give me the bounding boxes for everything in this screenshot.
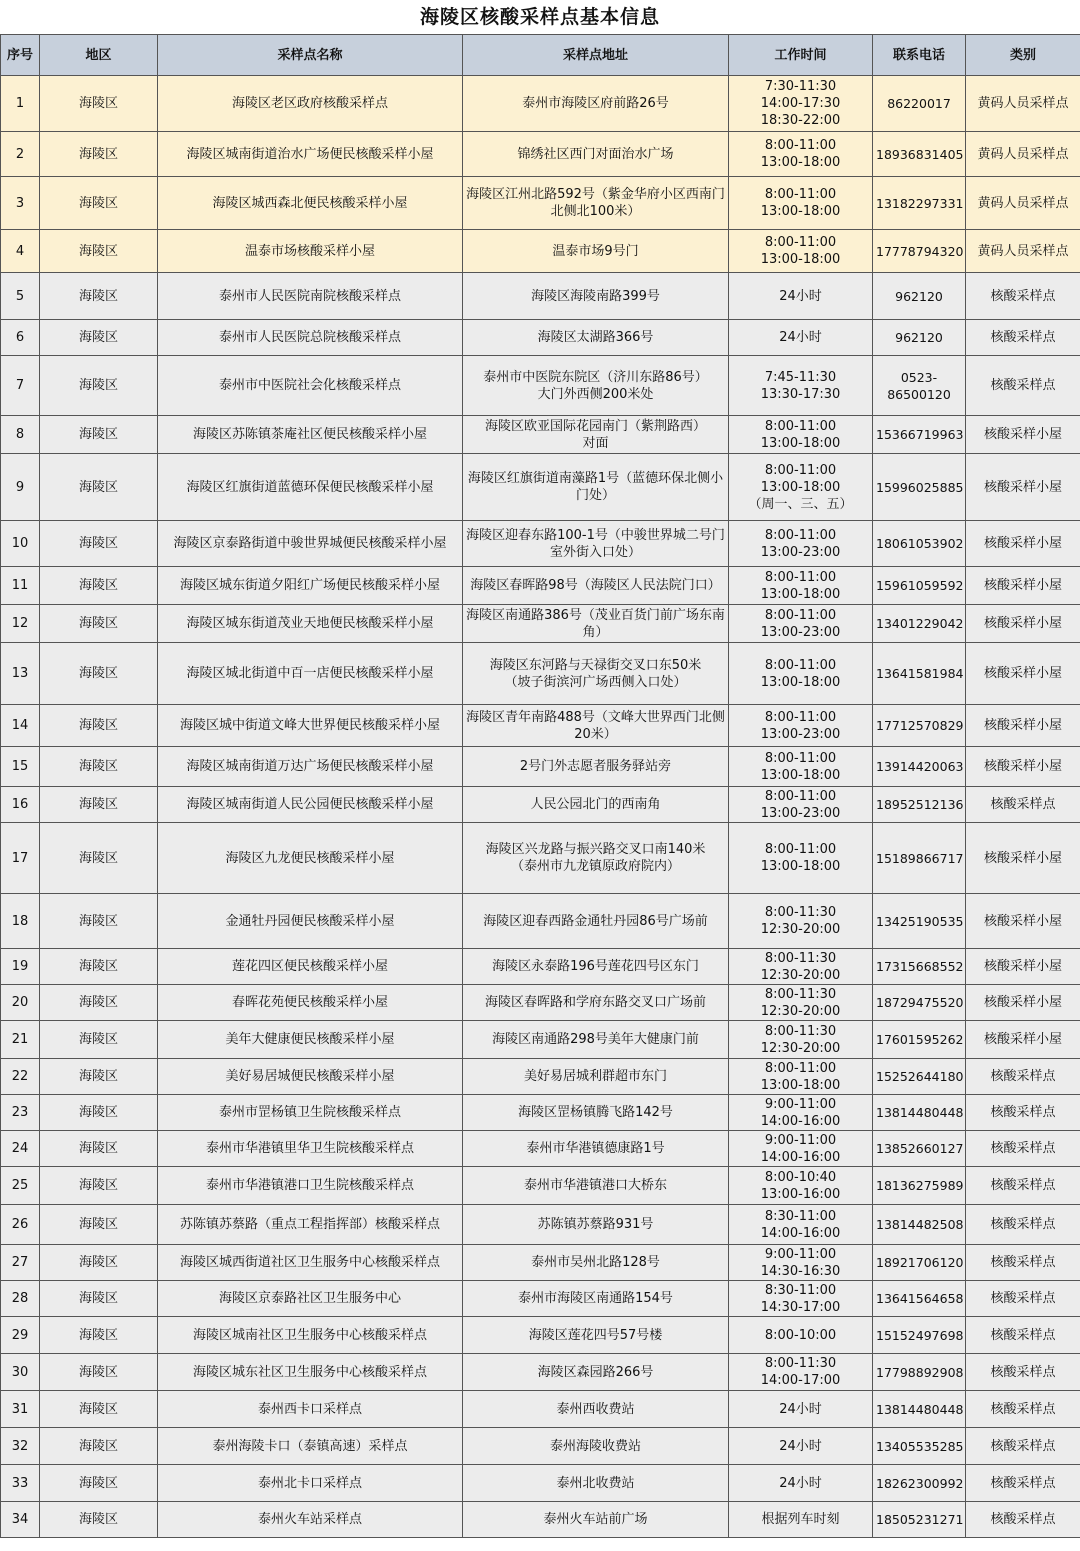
row-area: 海陵区 bbox=[40, 1354, 158, 1391]
row-category: 核酸采样点 bbox=[966, 1465, 1080, 1502]
row-category: 核酸采样小屋 bbox=[966, 823, 1080, 894]
row-category: 核酸采样点 bbox=[966, 273, 1080, 320]
row-site-name: 海陵区城南街道人民公园便民核酸采样小屋 bbox=[158, 787, 463, 823]
row-site-name: 泰州市人民医院南院核酸采样点 bbox=[158, 273, 463, 320]
row-site-name: 海陵区老区政府核酸采样点 bbox=[158, 76, 463, 132]
row-working-hours: 8:00-11:00 13:00-23:00 bbox=[729, 605, 873, 643]
table-row bbox=[1, 76, 1080, 132]
row-working-hours: 8:00-11:00 13:00-18:00 （周一、三、五） bbox=[729, 454, 873, 521]
row-phone: 13914420063 bbox=[873, 747, 966, 787]
row-working-hours: 9:00-11:00 14:00-16:00 bbox=[729, 1095, 873, 1131]
table-row bbox=[1, 823, 1080, 894]
row-working-hours: 8:00-11:00 13:00-18:00 bbox=[729, 823, 873, 894]
row-category: 核酸采样小屋 bbox=[966, 747, 1080, 787]
row-site-address: 泰州市海陵区南通路154号 bbox=[463, 1281, 729, 1317]
row-category: 核酸采样点 bbox=[966, 1205, 1080, 1245]
table-row bbox=[1, 567, 1080, 605]
row-category: 核酸采样点 bbox=[966, 787, 1080, 823]
table-row bbox=[1, 1245, 1080, 1281]
row-area: 海陵区 bbox=[40, 132, 158, 177]
table-row bbox=[1, 1354, 1080, 1391]
table-row bbox=[1, 416, 1080, 454]
row-area: 海陵区 bbox=[40, 320, 158, 356]
row-site-address: 泰州市华港镇港口大桥东 bbox=[463, 1167, 729, 1205]
row-working-hours: 8:30-11:00 14:30-17:00 bbox=[729, 1281, 873, 1317]
row-phone: 13401229042 bbox=[873, 605, 966, 643]
row-site-address: 海陵区江州北路592号（紫金华府小区西南门北侧北100米） bbox=[463, 177, 729, 230]
row-site-name: 海陵区城南社区卫生服务中心核酸采样点 bbox=[158, 1317, 463, 1354]
table-row bbox=[1, 356, 1080, 416]
row-site-name: 海陵区京泰路街道中骏世界城便民核酸采样小屋 bbox=[158, 521, 463, 567]
row-number: 1 bbox=[1, 76, 40, 132]
row-area: 海陵区 bbox=[40, 1428, 158, 1465]
table-row bbox=[1, 605, 1080, 643]
row-area: 海陵区 bbox=[40, 273, 158, 320]
row-site-name: 海陵区京泰路社区卫生服务中心 bbox=[158, 1281, 463, 1317]
row-site-address: 海陵区迎春西路金通牡丹园86号广场前 bbox=[463, 894, 729, 949]
row-site-name: 海陵区城东街道茂业天地便民核酸采样小屋 bbox=[158, 605, 463, 643]
table-row bbox=[1, 894, 1080, 949]
row-working-hours: 8:00-11:30 12:30-20:00 bbox=[729, 949, 873, 985]
row-area: 海陵区 bbox=[40, 823, 158, 894]
row-category: 黄码人员采样点 bbox=[966, 177, 1080, 230]
table-row bbox=[1, 1317, 1080, 1354]
row-number: 30 bbox=[1, 1354, 40, 1391]
row-working-hours: 24小时 bbox=[729, 1428, 873, 1465]
row-site-name: 海陵区城西街道社区卫生服务中心核酸采样点 bbox=[158, 1245, 463, 1281]
row-number: 5 bbox=[1, 273, 40, 320]
row-number: 12 bbox=[1, 605, 40, 643]
row-number: 31 bbox=[1, 1391, 40, 1428]
row-site-address: 苏陈镇苏蔡路931号 bbox=[463, 1205, 729, 1245]
row-number: 3 bbox=[1, 177, 40, 230]
row-category: 核酸采样小屋 bbox=[966, 949, 1080, 985]
row-number: 2 bbox=[1, 132, 40, 177]
row-site-name: 海陵区城东街道夕阳红广场便民核酸采样小屋 bbox=[158, 567, 463, 605]
row-category: 核酸采样点 bbox=[966, 1317, 1080, 1354]
table-row bbox=[1, 273, 1080, 320]
row-category: 核酸采样点 bbox=[966, 1245, 1080, 1281]
row-area: 海陵区 bbox=[40, 1167, 158, 1205]
row-number: 23 bbox=[1, 1095, 40, 1131]
row-site-address: 海陵区罡杨镇腾飞路142号 bbox=[463, 1095, 729, 1131]
table-row bbox=[1, 1131, 1080, 1167]
row-phone: 13814482508 bbox=[873, 1205, 966, 1245]
row-phone: 15366719963 bbox=[873, 416, 966, 454]
row-site-address: 泰州市吴州北路128号 bbox=[463, 1245, 729, 1281]
row-phone: 17778794320 bbox=[873, 230, 966, 273]
row-site-address: 温泰市场9号门 bbox=[463, 230, 729, 273]
row-number: 28 bbox=[1, 1281, 40, 1317]
row-phone: 0523- 86500120 bbox=[873, 356, 966, 416]
row-number: 32 bbox=[1, 1428, 40, 1465]
row-number: 18 bbox=[1, 894, 40, 949]
table-row bbox=[1, 643, 1080, 705]
row-area: 海陵区 bbox=[40, 1317, 158, 1354]
row-category: 核酸采样点 bbox=[966, 1059, 1080, 1095]
table-row bbox=[1, 705, 1080, 747]
row-site-address: 海陵区森园路266号 bbox=[463, 1354, 729, 1391]
row-site-name: 美年大健康便民核酸采样小屋 bbox=[158, 1021, 463, 1059]
row-number: 15 bbox=[1, 747, 40, 787]
row-number: 8 bbox=[1, 416, 40, 454]
row-area: 海陵区 bbox=[40, 1131, 158, 1167]
row-number: 27 bbox=[1, 1245, 40, 1281]
row-working-hours: 8:00-11:30 12:30-20:00 bbox=[729, 894, 873, 949]
row-site-address: 海陵区迎春东路100-1号（中骏世界城二号门室外街入口处） bbox=[463, 521, 729, 567]
row-area: 海陵区 bbox=[40, 416, 158, 454]
row-category: 黄码人员采样点 bbox=[966, 230, 1080, 273]
row-phone: 15152497698 bbox=[873, 1317, 966, 1354]
row-working-hours: 8:00-11:00 13:00-18:00 bbox=[729, 643, 873, 705]
row-phone: 13814480448 bbox=[873, 1095, 966, 1131]
row-number: 20 bbox=[1, 985, 40, 1021]
table-row bbox=[1, 1465, 1080, 1502]
row-area: 海陵区 bbox=[40, 643, 158, 705]
row-phone: 18505231271 bbox=[873, 1502, 966, 1538]
row-site-name: 海陵区红旗街道蓝德环保便民核酸采样小屋 bbox=[158, 454, 463, 521]
row-site-name: 泰州北卡口采样点 bbox=[158, 1465, 463, 1502]
row-working-hours: 8:00-11:00 13:00-18:00 bbox=[729, 132, 873, 177]
row-number: 14 bbox=[1, 705, 40, 747]
row-area: 海陵区 bbox=[40, 747, 158, 787]
row-working-hours: 24小时 bbox=[729, 320, 873, 356]
row-number: 19 bbox=[1, 949, 40, 985]
row-working-hours: 8:00-11:00 13:00-18:00 bbox=[729, 567, 873, 605]
row-area: 海陵区 bbox=[40, 177, 158, 230]
row-phone: 17712570829 bbox=[873, 705, 966, 747]
row-working-hours: 7:30-11:30 14:00-17:30 18:30-22:00 bbox=[729, 76, 873, 132]
table-row bbox=[1, 985, 1080, 1021]
row-site-name: 海陵区城中街道文峰大世界便民核酸采样小屋 bbox=[158, 705, 463, 747]
row-phone: 13641581984 bbox=[873, 643, 966, 705]
table-row bbox=[1, 747, 1080, 787]
row-site-name: 苏陈镇苏蔡路（重点工程指挥部）核酸采样点 bbox=[158, 1205, 463, 1245]
row-area: 海陵区 bbox=[40, 76, 158, 132]
row-phone: 18262300992 bbox=[873, 1465, 966, 1502]
row-site-address: 泰州火车站前广场 bbox=[463, 1502, 729, 1538]
row-working-hours: 9:00-11:00 14:00-16:00 bbox=[729, 1131, 873, 1167]
row-working-hours: 24小时 bbox=[729, 1391, 873, 1428]
row-phone: 17315668552 bbox=[873, 949, 966, 985]
row-area: 海陵区 bbox=[40, 985, 158, 1021]
header-site-address: 采样点地址 bbox=[463, 35, 729, 76]
row-site-address: 泰州市华港镇德康路1号 bbox=[463, 1131, 729, 1167]
row-site-name: 海陵区城南街道治水广场便民核酸采样小屋 bbox=[158, 132, 463, 177]
row-number: 13 bbox=[1, 643, 40, 705]
row-phone: 15961059592 bbox=[873, 567, 966, 605]
row-category: 核酸采样小屋 bbox=[966, 705, 1080, 747]
row-area: 海陵区 bbox=[40, 1021, 158, 1059]
row-area: 海陵区 bbox=[40, 356, 158, 416]
row-site-address: 泰州北收费站 bbox=[463, 1465, 729, 1502]
row-category: 核酸采样小屋 bbox=[966, 416, 1080, 454]
row-phone: 18921706120 bbox=[873, 1245, 966, 1281]
row-site-address: 海陵区海陵南路399号 bbox=[463, 273, 729, 320]
table-row bbox=[1, 1095, 1080, 1131]
row-site-name: 海陵区城南街道万达广场便民核酸采样小屋 bbox=[158, 747, 463, 787]
row-site-address: 海陵区南通路298号美年大健康门前 bbox=[463, 1021, 729, 1059]
row-number: 9 bbox=[1, 454, 40, 521]
row-category: 核酸采样点 bbox=[966, 1391, 1080, 1428]
row-site-address: 海陵区太湖路366号 bbox=[463, 320, 729, 356]
row-number: 4 bbox=[1, 230, 40, 273]
row-site-name: 海陵区城北街道中百一店便民核酸采样小屋 bbox=[158, 643, 463, 705]
row-working-hours: 8:00-11:00 13:00-23:00 bbox=[729, 705, 873, 747]
row-area: 海陵区 bbox=[40, 230, 158, 273]
row-area: 海陵区 bbox=[40, 894, 158, 949]
page-title: 海陵区核酸采样点基本信息 bbox=[419, 6, 660, 28]
row-number: 21 bbox=[1, 1021, 40, 1059]
row-area: 海陵区 bbox=[40, 1502, 158, 1538]
row-site-address: 泰州海陵收费站 bbox=[463, 1428, 729, 1465]
row-phone: 17798892908 bbox=[873, 1354, 966, 1391]
row-area: 海陵区 bbox=[40, 1245, 158, 1281]
row-number: 10 bbox=[1, 521, 40, 567]
row-category: 核酸采样小屋 bbox=[966, 894, 1080, 949]
row-category: 核酸采样点 bbox=[966, 1428, 1080, 1465]
table-row bbox=[1, 1391, 1080, 1428]
row-site-address: 海陵区南通路386号（茂业百货门前广场东南角） bbox=[463, 605, 729, 643]
header-no: 序号 bbox=[1, 35, 40, 76]
row-number: 16 bbox=[1, 787, 40, 823]
row-category: 核酸采样小屋 bbox=[966, 521, 1080, 567]
row-category: 核酸采样小屋 bbox=[966, 1021, 1080, 1059]
row-number: 29 bbox=[1, 1317, 40, 1354]
row-phone: 18952512136 bbox=[873, 787, 966, 823]
row-category: 核酸采样点 bbox=[966, 1502, 1080, 1538]
row-area: 海陵区 bbox=[40, 1281, 158, 1317]
row-site-name: 泰州市华港镇港口卫生院核酸采样点 bbox=[158, 1167, 463, 1205]
row-site-name: 海陵区苏陈镇茶庵社区便民核酸采样小屋 bbox=[158, 416, 463, 454]
row-site-name: 泰州市人民医院总院核酸采样点 bbox=[158, 320, 463, 356]
row-site-address: 海陵区东河路与天禄街交叉口东50米 （坡子街滨河广场西侧入口处） bbox=[463, 643, 729, 705]
row-site-name: 海陵区九龙便民核酸采样小屋 bbox=[158, 823, 463, 894]
header-working-hours: 工作时间 bbox=[729, 35, 873, 76]
row-site-address: 海陵区兴龙路与振兴路交叉口南140米 （泰州市九龙镇原政府院内） bbox=[463, 823, 729, 894]
row-site-name: 莲花四区便民核酸采样小屋 bbox=[158, 949, 463, 985]
row-phone: 13425190535 bbox=[873, 894, 966, 949]
row-category: 核酸采样点 bbox=[966, 320, 1080, 356]
row-working-hours: 24小时 bbox=[729, 273, 873, 320]
row-site-address: 海陵区欧亚国际花园南门（紫荆路西） 对面 bbox=[463, 416, 729, 454]
row-category: 核酸采样小屋 bbox=[966, 985, 1080, 1021]
row-site-name: 金通牡丹园便民核酸采样小屋 bbox=[158, 894, 463, 949]
row-site-name: 海陵区城西森北便民核酸采样小屋 bbox=[158, 177, 463, 230]
row-number: 22 bbox=[1, 1059, 40, 1095]
row-category: 核酸采样点 bbox=[966, 1167, 1080, 1205]
row-phone: 17601595262 bbox=[873, 1021, 966, 1059]
row-site-address: 海陵区春晖路98号（海陵区人民法院门口） bbox=[463, 567, 729, 605]
row-working-hours: 8:00-11:00 13:00-18:00 bbox=[729, 230, 873, 273]
row-area: 海陵区 bbox=[40, 705, 158, 747]
table-row bbox=[1, 1502, 1080, 1538]
row-phone: 13641564658 bbox=[873, 1281, 966, 1317]
row-site-name: 温泰市场核酸采样小屋 bbox=[158, 230, 463, 273]
table-header-row bbox=[1, 35, 1080, 76]
table-row bbox=[1, 454, 1080, 521]
row-category: 核酸采样小屋 bbox=[966, 454, 1080, 521]
row-area: 海陵区 bbox=[40, 567, 158, 605]
row-category: 黄码人员采样点 bbox=[966, 132, 1080, 177]
table-row bbox=[1, 787, 1080, 823]
table-row bbox=[1, 1167, 1080, 1205]
row-working-hours: 8:00-11:00 13:00-18:00 bbox=[729, 747, 873, 787]
row-working-hours: 根据列车时刻 bbox=[729, 1502, 873, 1538]
row-area: 海陵区 bbox=[40, 787, 158, 823]
row-working-hours: 8:00-11:00 13:00-18:00 bbox=[729, 1059, 873, 1095]
row-working-hours: 8:00-11:30 12:30-20:00 bbox=[729, 985, 873, 1021]
row-area: 海陵区 bbox=[40, 454, 158, 521]
row-site-address: 人民公园北门的西南角 bbox=[463, 787, 729, 823]
row-number: 17 bbox=[1, 823, 40, 894]
row-category: 核酸采样小屋 bbox=[966, 605, 1080, 643]
row-category: 核酸采样点 bbox=[966, 356, 1080, 416]
row-area: 海陵区 bbox=[40, 1391, 158, 1428]
row-phone: 18061053902 bbox=[873, 521, 966, 567]
row-working-hours: 7:45-11:30 13:30-17:30 bbox=[729, 356, 873, 416]
row-site-name: 泰州市中医院社会化核酸采样点 bbox=[158, 356, 463, 416]
row-site-address: 海陵区永泰路196号莲花四号区东门 bbox=[463, 949, 729, 985]
row-site-address: 海陵区莲花四号57号楼 bbox=[463, 1317, 729, 1354]
row-working-hours: 8:00-10:00 bbox=[729, 1317, 873, 1354]
row-site-address: 海陵区春晖路和学府东路交叉口广场前 bbox=[463, 985, 729, 1021]
row-working-hours: 8:00-10:40 13:00-16:00 bbox=[729, 1167, 873, 1205]
row-category: 核酸采样点 bbox=[966, 1281, 1080, 1317]
header-area: 地区 bbox=[40, 35, 158, 76]
row-phone: 15996025885 bbox=[873, 454, 966, 521]
row-working-hours: 8:00-11:00 13:00-18:00 bbox=[729, 416, 873, 454]
row-area: 海陵区 bbox=[40, 1095, 158, 1131]
table-row bbox=[1, 949, 1080, 985]
sampling-sites-table bbox=[0, 34, 1080, 1538]
row-area: 海陵区 bbox=[40, 1059, 158, 1095]
row-phone: 962120 bbox=[873, 273, 966, 320]
row-area: 海陵区 bbox=[40, 521, 158, 567]
row-category: 核酸采样小屋 bbox=[966, 643, 1080, 705]
header-site-name: 采样点名称 bbox=[158, 35, 463, 76]
row-number: 7 bbox=[1, 356, 40, 416]
row-category: 核酸采样点 bbox=[966, 1131, 1080, 1167]
table-row bbox=[1, 177, 1080, 230]
row-phone: 86220017 bbox=[873, 76, 966, 132]
row-phone: 18136275989 bbox=[873, 1167, 966, 1205]
row-working-hours: 8:00-11:30 12:30-20:00 bbox=[729, 1021, 873, 1059]
table-row bbox=[1, 521, 1080, 567]
row-area: 海陵区 bbox=[40, 1465, 158, 1502]
row-phone: 15252644180 bbox=[873, 1059, 966, 1095]
row-phone: 13852660127 bbox=[873, 1131, 966, 1167]
row-site-name: 泰州西卡口采样点 bbox=[158, 1391, 463, 1428]
row-category: 核酸采样小屋 bbox=[966, 567, 1080, 605]
row-area: 海陵区 bbox=[40, 1205, 158, 1245]
row-working-hours: 8:30-11:00 14:00-16:00 bbox=[729, 1205, 873, 1245]
row-site-name: 泰州市华港镇里华卫生院核酸采样点 bbox=[158, 1131, 463, 1167]
row-phone: 13405535285 bbox=[873, 1428, 966, 1465]
header-category: 类别 bbox=[966, 35, 1080, 76]
row-number: 26 bbox=[1, 1205, 40, 1245]
row-site-name: 海陵区城东社区卫生服务中心核酸采样点 bbox=[158, 1354, 463, 1391]
row-site-address: 海陵区红旗街道南藻路1号（蓝德环保北侧小门处） bbox=[463, 454, 729, 521]
row-phone: 13814480448 bbox=[873, 1391, 966, 1428]
row-category: 黄码人员采样点 bbox=[966, 76, 1080, 132]
row-site-address: 2号门外志愿者服务驿站旁 bbox=[463, 747, 729, 787]
table-row bbox=[1, 1205, 1080, 1245]
table-row bbox=[1, 1281, 1080, 1317]
row-area: 海陵区 bbox=[40, 949, 158, 985]
table-row bbox=[1, 1059, 1080, 1095]
row-phone: 18729475520 bbox=[873, 985, 966, 1021]
table-row bbox=[1, 1021, 1080, 1059]
row-working-hours: 8:00-11:30 14:00-17:00 bbox=[729, 1354, 873, 1391]
row-number: 11 bbox=[1, 567, 40, 605]
table-row bbox=[1, 230, 1080, 273]
row-phone: 962120 bbox=[873, 320, 966, 356]
row-phone: 18936831405 bbox=[873, 132, 966, 177]
row-site-name: 春晖花苑便民核酸采样小屋 bbox=[158, 985, 463, 1021]
row-phone: 13182297331 bbox=[873, 177, 966, 230]
row-site-address: 海陵区青年南路488号（文峰大世界西门北侧20米） bbox=[463, 705, 729, 747]
row-category: 核酸采样点 bbox=[966, 1354, 1080, 1391]
row-working-hours: 24小时 bbox=[729, 1465, 873, 1502]
row-site-address: 美好易居城利群超市东门 bbox=[463, 1059, 729, 1095]
row-number: 24 bbox=[1, 1131, 40, 1167]
row-number: 6 bbox=[1, 320, 40, 356]
row-working-hours: 8:00-11:00 13:00-23:00 bbox=[729, 787, 873, 823]
row-working-hours: 8:00-11:00 13:00-23:00 bbox=[729, 521, 873, 567]
row-site-address: 泰州市海陵区府前路26号 bbox=[463, 76, 729, 132]
row-area: 海陵区 bbox=[40, 605, 158, 643]
table-row bbox=[1, 320, 1080, 356]
header-phone: 联系电话 bbox=[873, 35, 966, 76]
row-site-name: 美好易居城便民核酸采样小屋 bbox=[158, 1059, 463, 1095]
table-row bbox=[1, 1428, 1080, 1465]
row-category: 核酸采样点 bbox=[966, 1095, 1080, 1131]
row-number: 33 bbox=[1, 1465, 40, 1502]
row-site-address: 泰州西收费站 bbox=[463, 1391, 729, 1428]
row-site-name: 泰州火车站采样点 bbox=[158, 1502, 463, 1538]
row-site-address: 泰州市中医院东院区（济川东路86号） 大门外西侧200米处 bbox=[463, 356, 729, 416]
row-site-name: 泰州市罡杨镇卫生院核酸采样点 bbox=[158, 1095, 463, 1131]
row-site-name: 泰州海陵卡口（泰镇高速）采样点 bbox=[158, 1428, 463, 1465]
row-phone: 15189866717 bbox=[873, 823, 966, 894]
row-number: 25 bbox=[1, 1167, 40, 1205]
table-row bbox=[1, 132, 1080, 177]
row-site-address: 锦绣社区西门对面治水广场 bbox=[463, 132, 729, 177]
row-working-hours: 8:00-11:00 13:00-18:00 bbox=[729, 177, 873, 230]
row-working-hours: 9:00-11:00 14:30-16:30 bbox=[729, 1245, 873, 1281]
row-number: 34 bbox=[1, 1502, 40, 1538]
